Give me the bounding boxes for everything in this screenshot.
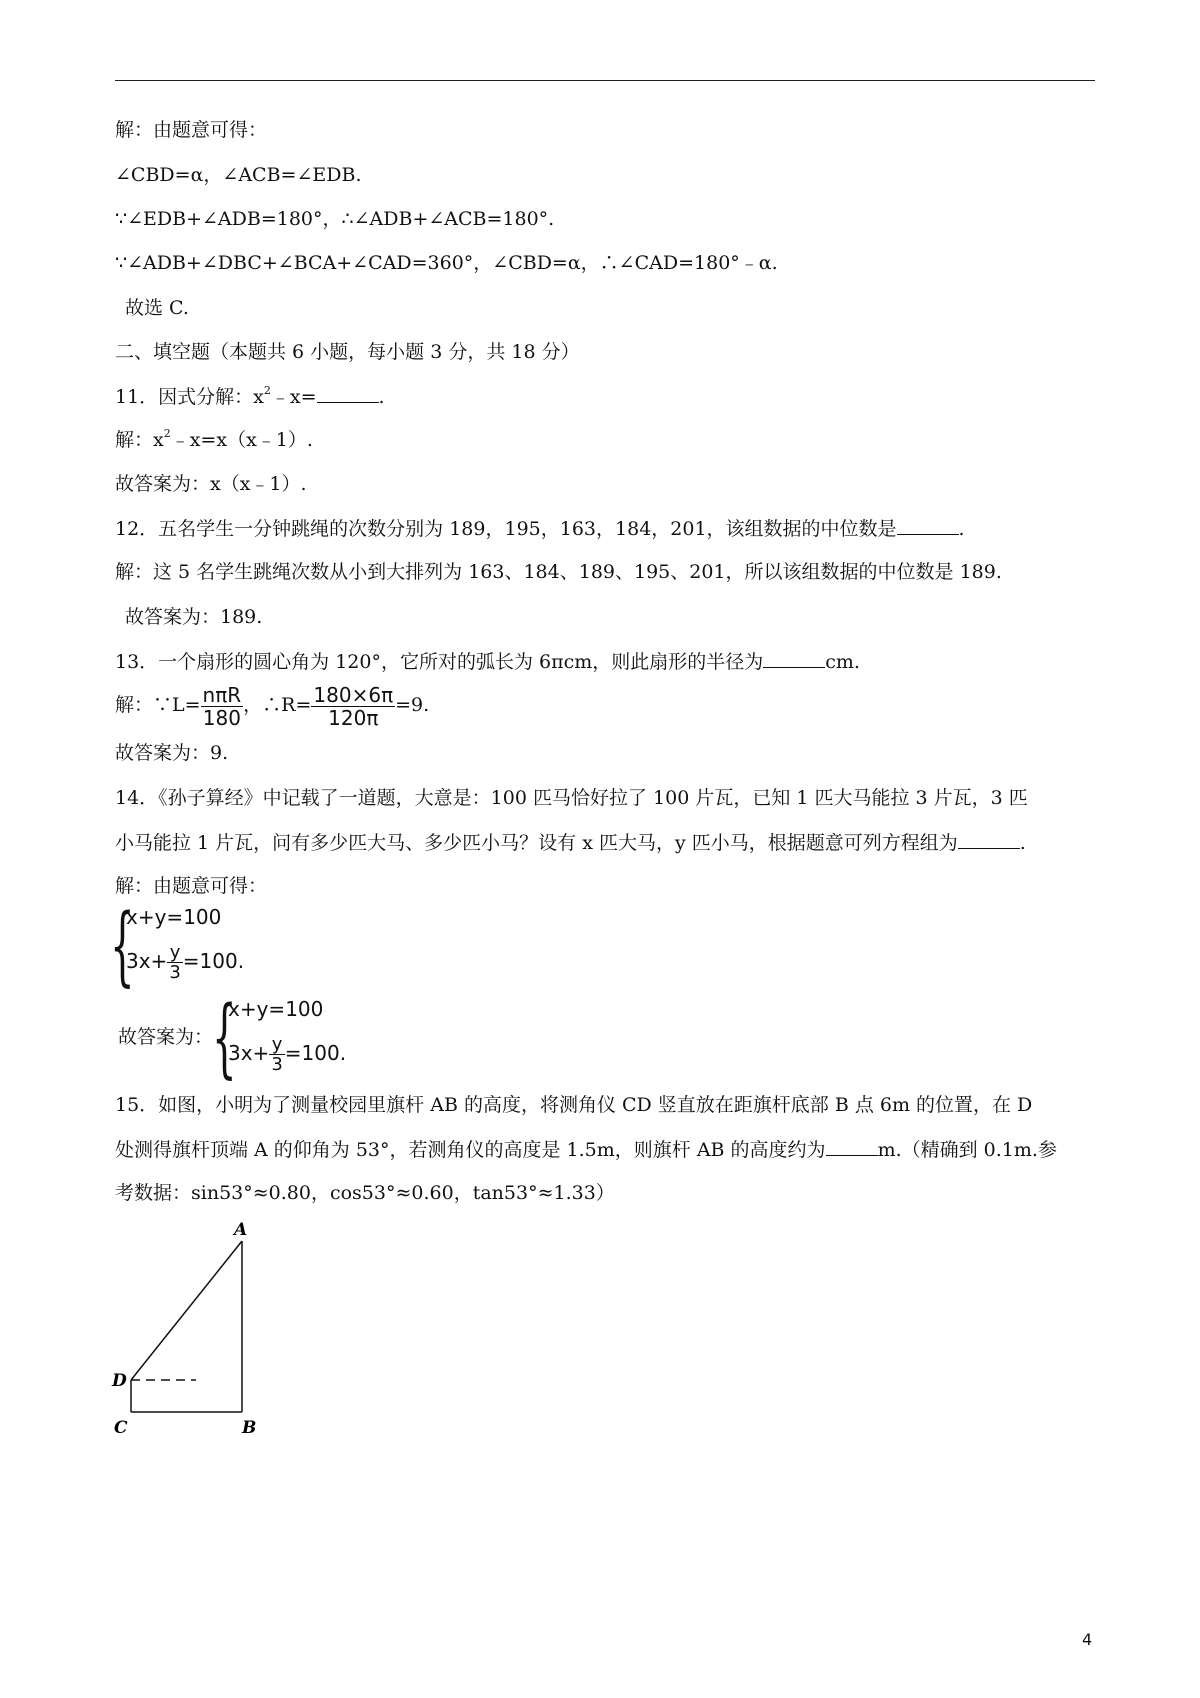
answer-blank xyxy=(317,384,379,403)
q12-answer: 故答案为：189. xyxy=(125,606,263,628)
header-rule xyxy=(115,80,1095,81)
sight-line-da xyxy=(131,1241,242,1380)
label-a: A xyxy=(234,1220,248,1240)
q12-solution: 解：这 5 名学生跳绳次数从小到大排列为 163、184、189、195、201，所以该组数据的中位数是 189. xyxy=(115,561,1002,583)
answer-line: 故选 C. xyxy=(125,297,189,319)
page-number: 4 xyxy=(1082,1630,1093,1649)
solution-line: ∠CBD=α，∠ACB=∠EDB. xyxy=(115,164,362,186)
question-14-line1: 14．《孙子算经》中记载了一道题，大意是：100 匹马恰好拉了 100 片瓦，已知 1 匹大马能拉 3 片瓦，3 匹 xyxy=(115,787,1028,809)
answer-blank xyxy=(897,516,959,535)
question-15-line3: 考数据：sin53°≈0.80，cos53°≈0.60，tan53°≈1.33） xyxy=(115,1182,615,1204)
brace-icon: { xyxy=(212,988,237,1088)
q13-solution: 解：∵L= $\frac{\text{nπR}}{180}$ ，∴R= $\frac{180\times 6\pi}{120\pi}$ =9. xyxy=(115,682,430,730)
radius-fraction: $\frac{180\times 6\pi}{120\pi}$ xyxy=(313,682,394,730)
label-c: C xyxy=(114,1418,128,1438)
label-d: D xyxy=(112,1371,127,1391)
question-15-line2: 处测得旗杆顶端 A 的仰角为 53°，若测角仪的高度是 1.5m，则旗杆 AB 的高度约为 m.（精确到 0.1m.参 xyxy=(115,1139,1057,1161)
flagpole-diagram xyxy=(100,1215,300,1455)
question-14-line2: 小马能拉 1 片瓦，问有多少匹大马、多少匹小马？设有 x 匹大马，y 匹小马，根据题意可列方程组为 . xyxy=(115,832,1026,854)
q11-solution: 解：$x^2﹣x=x(x﹣1)$. xyxy=(115,427,313,451)
brace-icon: { xyxy=(110,896,135,996)
q14-answer: 故答案为： xyxy=(118,1026,214,1048)
label-b: B xyxy=(242,1418,257,1438)
solution-line: ∵∠EDB+∠ADB=180°，∴∠ADB+∠ACB=180°. xyxy=(115,208,555,230)
q14-solution: 解：由题意可得： xyxy=(115,875,268,897)
question-15-line1: 15．如图，小明为了测量校园里旗杆 AB 的高度，将测角仪 CD 竖直放在距旗杆底部 B 点 6m 的位置，在 D xyxy=(115,1094,1033,1116)
section-heading: 二、填空题（本题共 6 小题，每小题 3 分，共 18 分） xyxy=(115,341,580,363)
arc-length-fraction: $\frac{\text{nπR}}{180}$ xyxy=(202,682,242,730)
equation-system: { x+y=100 3x+ $\frac{y}{3}$ =100. xyxy=(110,896,245,996)
answer-blank xyxy=(763,649,825,668)
solution-line: ∵∠ADB+∠DBC+∠BCA+∠CAD=360°，∠CBD=α，∴∠CAD=180°﹣α. xyxy=(115,252,778,274)
answer-blank xyxy=(958,830,1020,849)
q13-answer: 故答案为：9. xyxy=(115,742,229,764)
equation-system-answer: { x+y=100 3x+ $\frac{y}{3}$ =100. xyxy=(212,988,347,1088)
question-11: 11．因式分解：$x^2﹣x=$ . xyxy=(115,384,385,408)
question-13: 13．一个扇形的圆心角为 120°，它所对的弧长为 6πcm，则此扇形的半径为 cm. xyxy=(115,651,860,673)
question-12: 12．五名学生一分钟跳绳的次数分别为 189，195，163，184，201，该组数据的中位数是 . xyxy=(115,518,965,540)
answer-blank xyxy=(826,1137,878,1156)
solution-line: 解：由题意可得： xyxy=(115,119,268,141)
q11-answer: 故答案为：x（x﹣1）. xyxy=(115,473,307,495)
